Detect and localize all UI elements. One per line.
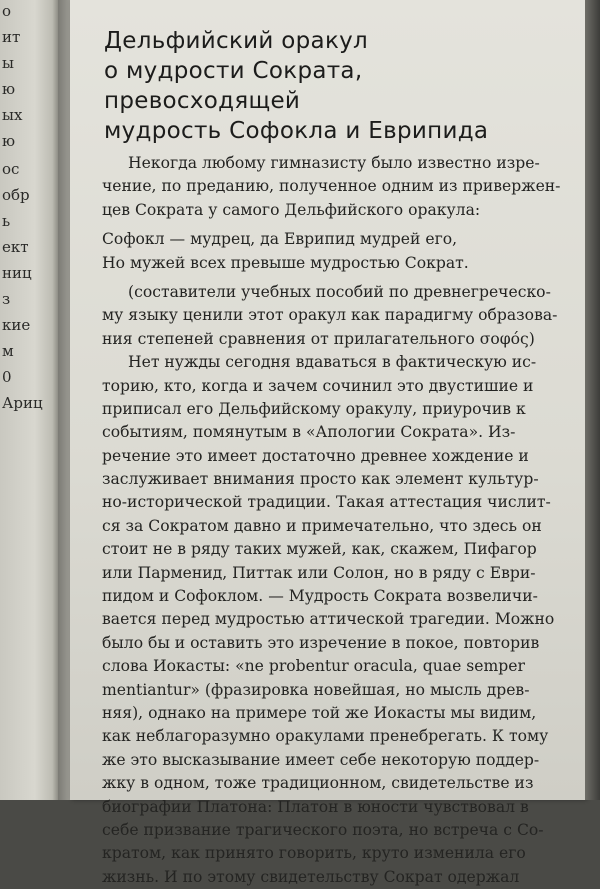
text-line: mentiantur» (фразировка новейшая, но мысль древ-: [102, 680, 530, 699]
text-line: себе призвание трагического поэта, но встреча с Со-: [102, 820, 544, 839]
text-line: пидом и Софоклом. — Мудрость Сократа возвеличи-: [102, 587, 538, 606]
text-line: событиям, помянутым в «Апологии Сократа». Из-: [102, 423, 516, 442]
text-line: как неблагоразумно оракулами пренебрегать. К тому: [102, 727, 549, 746]
left-page-fragment: Ариц: [2, 394, 43, 412]
text-line: жизнь. И по этому свидетельству Сократ одержал: [102, 867, 520, 886]
text-line: но-исторической традиции. Такая аттестация числит-: [102, 493, 551, 512]
left-page-fragment: ю: [2, 132, 16, 150]
text-line: стоит не в ряду таких мужей, как, скажем, Пифагор: [102, 540, 537, 559]
left-page-fragment: ю: [2, 80, 16, 98]
left-page-fragment: кие: [2, 316, 31, 334]
text-line: же это высказывание имеет себе некоторую поддер-: [102, 750, 540, 769]
left-page-fragment: 0: [2, 368, 12, 386]
left-page-fragment: ы: [2, 54, 14, 72]
text-line: му языку ценили этот оракул как парадигму образова-: [102, 306, 558, 325]
heading-line: превосходящей: [104, 88, 301, 114]
heading-line: мудрость Софокла и Еврипида: [104, 118, 489, 144]
text-line: чение, по преданию, полученное одним из привержен-: [102, 177, 561, 196]
text-line: (составители учебных пособий по древнегреческо-: [128, 282, 551, 301]
heading-line: Дельфийский оракул: [104, 28, 369, 54]
text-line: няя), однако на примере той же Иокасты мы видим,: [102, 703, 537, 722]
left-page-fragment: ых: [2, 106, 23, 124]
text-line: биографии Платона: Платон в юности чувствовал в: [102, 797, 529, 816]
text-line: слова Иокасты: «ne probentur oracula, quae semper: [102, 657, 525, 676]
text-line: речение это имеет достаточно древнее хождение и: [102, 446, 529, 465]
text-line: кратом, как принято говорить, круто изменила его: [102, 844, 526, 863]
text-line: жку в одном, тоже традиционном, свидетельстве из: [102, 774, 534, 793]
text-line: заслуживает внимания просто как элемент культур-: [102, 470, 539, 489]
left-page-fragment: м: [2, 342, 14, 360]
heading-line: о мудрости Сократа,: [104, 58, 363, 84]
left-page-fragment: ект: [2, 238, 29, 256]
page-edge: [585, 0, 600, 800]
left-page-fragment: з: [2, 290, 11, 308]
left-page-fragment: ниц: [2, 264, 32, 282]
text-line: или Парменид, Питтак или Солон, но в ряду с Еври-: [102, 563, 536, 582]
text-line: торию, кто, когда и зачем сочинил это двустишие и: [102, 376, 534, 395]
text-line: ния степеней сравнения от прилагательного σοφός): [102, 329, 535, 348]
left-page-fragment: обр: [2, 186, 30, 204]
chapter-heading: [104, 26, 488, 146]
left-facing-page: [0, 0, 58, 800]
text-line: вается перед мудростью аттической трагедии. Можно: [102, 610, 555, 629]
text-line: цев Сократа у самого Дельфийского оракула:: [102, 200, 481, 219]
text-line: ся за Сократом давно и примечательно, что здесь он: [102, 516, 542, 535]
text-line: было бы и оставить это изречение в покое, повторив: [102, 633, 540, 652]
text-line: приписал его Дельфийскому оракулу, приурочив к: [102, 399, 526, 418]
verse-line: Софокл — мудрец, да Еврипид мудрей его,: [102, 230, 458, 249]
text-line: Некогда любому гимназисту было известно изре-: [128, 154, 540, 172]
left-page-fragment: ь: [2, 212, 11, 230]
left-page-fragment: о: [2, 2, 12, 20]
text-line: Нет нужды сегодня вдаваться в фактическую ис-: [128, 353, 537, 372]
left-page-fragment: ит: [2, 28, 21, 46]
body-text: [102, 152, 582, 889]
left-page-fragment: ос: [2, 160, 20, 178]
verse-line: Но мужей всех превыше мудростью Сократ.: [102, 253, 469, 272]
